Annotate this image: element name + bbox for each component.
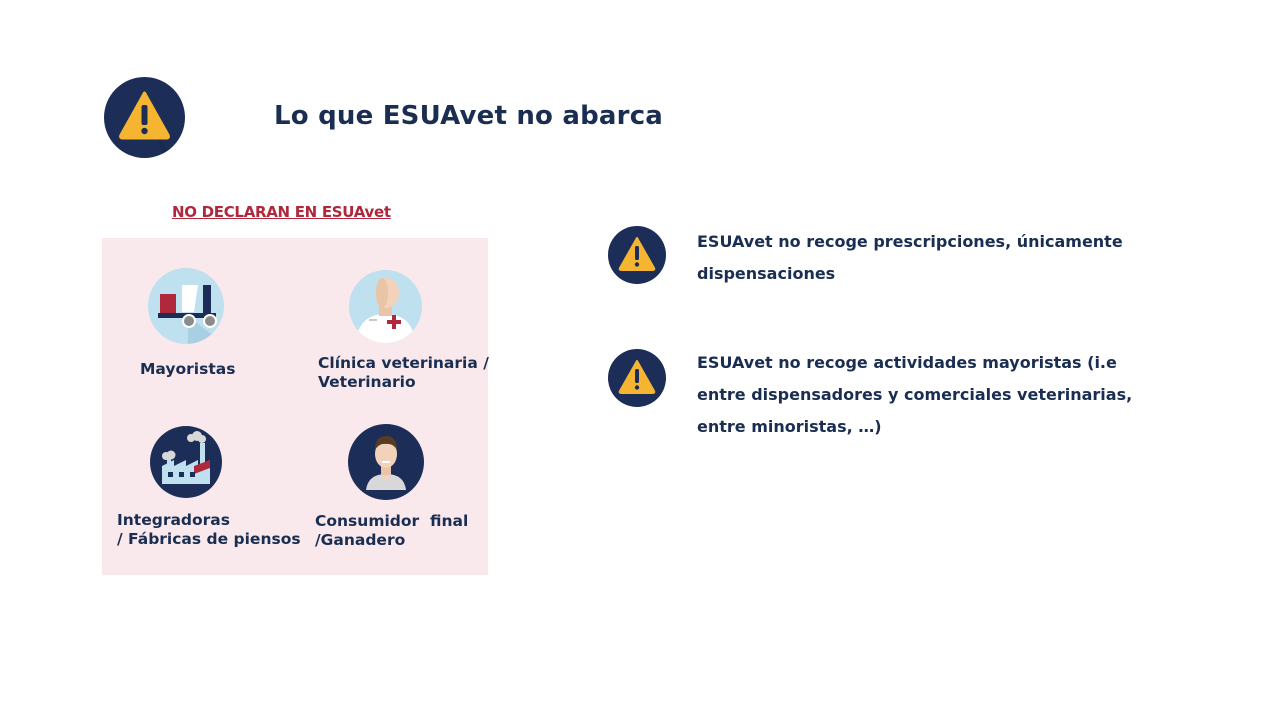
panel-subtitle: NO DECLARAN EN ESUAvet — [172, 203, 391, 221]
consumidor-label-line1: Consumidor final — [315, 512, 469, 530]
clinica-label-line2: Veterinario — [318, 373, 416, 391]
note-2-text: ESUAvet no recoge actividades mayoristas (i.e entre dispensadores y comerciales veterinarias, entre minoristas, …) — [697, 353, 1133, 436]
note-1-text: ESUAvet no recoge prescripciones, únicamente dispensaciones — [697, 232, 1123, 283]
consumidor-label-line2: /Ganadero — [315, 531, 406, 549]
header-warning-icon — [104, 77, 185, 158]
truck-icon — [148, 268, 224, 344]
factory-icon — [150, 426, 222, 498]
veterinarian-icon — [349, 270, 422, 343]
person-icon — [348, 424, 424, 500]
page-title: Lo que ESUAvet no abarca — [274, 101, 664, 131]
mayoristas-label: Mayoristas — [140, 360, 236, 378]
clinica-label-line1: Clínica veterinaria / — [318, 354, 489, 372]
integradoras-label-line2: / Fábricas de piensos — [117, 530, 301, 548]
note-2-warning-icon — [608, 349, 666, 407]
note-1-warning-icon — [608, 226, 666, 284]
integradoras-label-line1: Integradoras — [117, 511, 230, 529]
